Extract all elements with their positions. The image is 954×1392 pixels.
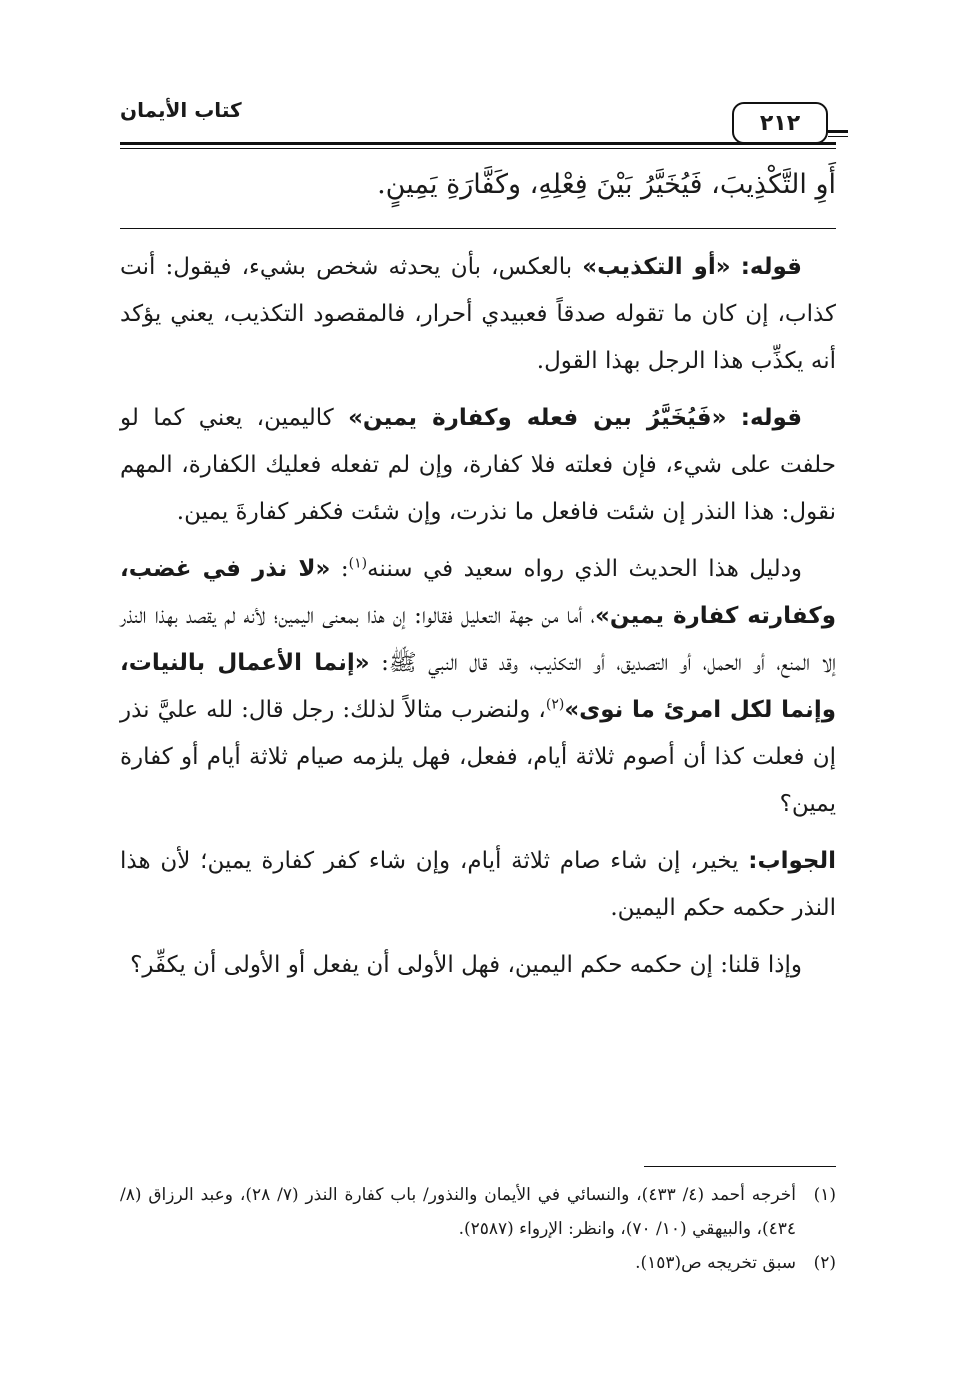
paragraph-text: ، أما من جهة التعليل فقالوا: إن هذا بمعنى اليمين؛ لأنه لم يقصد بهذا النذر إلا المنع، أو الحمل، أو التصديق، أو التكذيب، وقد قال النبي ﷺ: (120, 603, 837, 676)
paragraph-text: كاليمين، يعني كما لو حلفت على شيء، فإن فعلته فلا كفارة، وإن لم تفعله فعليك الكفارة، المهم نقول: هذا النذر إن شئت فافعل ما نذرت، وإن شئت فكفر كفارةَ يمين. (120, 405, 836, 525)
paragraph-2 (120, 395, 836, 536)
footnote-number: (٢) (813, 1253, 836, 1273)
quoted-phrase: «فَيُخَيَّرُ بين فعله وكفارة يمين» (348, 405, 727, 431)
footnote-1 (120, 1178, 836, 1246)
footnote-ref-2[interactable]: (٢) (545, 696, 565, 713)
page-number: ٢١٢ (732, 102, 828, 144)
footnote-number: (١) (813, 1185, 836, 1205)
paragraph-text: ودليل هذا الحديث الذي رواه سعيد في سننه (367, 556, 802, 582)
hadith-quote: «إنما الأعمال بالنيات، وإنما لكل امرئ ما نوى» (120, 650, 837, 723)
footnotes (120, 1178, 836, 1280)
paragraph-1 (120, 244, 836, 385)
paragraph-text: يخير، إن شاء صام ثلاثة أيام، وإن شاء كفر كفارة يمين؛ لأن هذا النذر حكمه حكم اليمين. (120, 848, 836, 921)
paragraph-lead: قوله: (740, 254, 802, 280)
footnote-ref-1[interactable]: (١) (348, 555, 368, 572)
paragraph-text: بالعكس، بأن يحدثه شخص بشيء، فيقول: أنت كذاب، إن كان ما تقوله صدقاً فعبيدي أحرار، فالمقصود التكذيب، يعني يؤكد أنه يكذِّب هذا الرجل بهذا القول. (120, 254, 836, 374)
paragraph-3 (120, 546, 836, 828)
footnote-2 (120, 1246, 836, 1280)
paragraph-lead: قوله: (740, 405, 803, 431)
paragraph-text: ، ولنضرب مثالاً لذلك: رجل قال: لله عليَّ نذر إن فعلت كذا أن أصوم ثلاثة أيام، ففعل، فهل يلزمه صيام ثلاثة أيام أو كفارة يمين؟ (120, 697, 836, 817)
matn-divider (120, 228, 836, 229)
header-rule-thin (120, 148, 836, 149)
footnote-text: أخرجه أحمد (٤/ ٤٣٣)، والنسائي في الأيمان والنذور/ باب كفارة النذر (٧/ ٢٨)، وعبد الرزاق (٨/ ٤٣٤)، والبيهقي (١٠/ ٧٠)، وانظر: الإرواء (٢٥٨٧). (120, 1185, 796, 1239)
page-header (120, 92, 836, 152)
running-title: كتاب الأيمان (120, 98, 242, 122)
footnote-text: سبق تخريجه ص(١٥٣). (635, 1253, 796, 1273)
paragraph-text: : (330, 556, 349, 582)
paragraph-4 (120, 838, 836, 932)
answer-lead: الجواب: (748, 848, 836, 874)
paragraph-text: وإذا قلنا: إن حكمه حكم اليمين، فهل الأولى أن يفعل أو الأولى أن يكفِّر؟ (130, 952, 802, 978)
quoted-phrase: «أو التكذيب» (582, 254, 731, 280)
paragraph-5 (120, 942, 836, 989)
hadith-quote: «لا نذر في غضب، وكفارته كفارة يمين» (120, 556, 836, 629)
header-rule (120, 142, 836, 145)
commentary-body (120, 244, 836, 999)
matn-text: أَوِ التَّكْذِيبَ، فَيُخَيَّرُ بَيْنَ فِعْلِهِ، وكَفَّارَةِ يَمِينٍ. (377, 169, 836, 200)
footnote-divider (644, 1166, 836, 1167)
